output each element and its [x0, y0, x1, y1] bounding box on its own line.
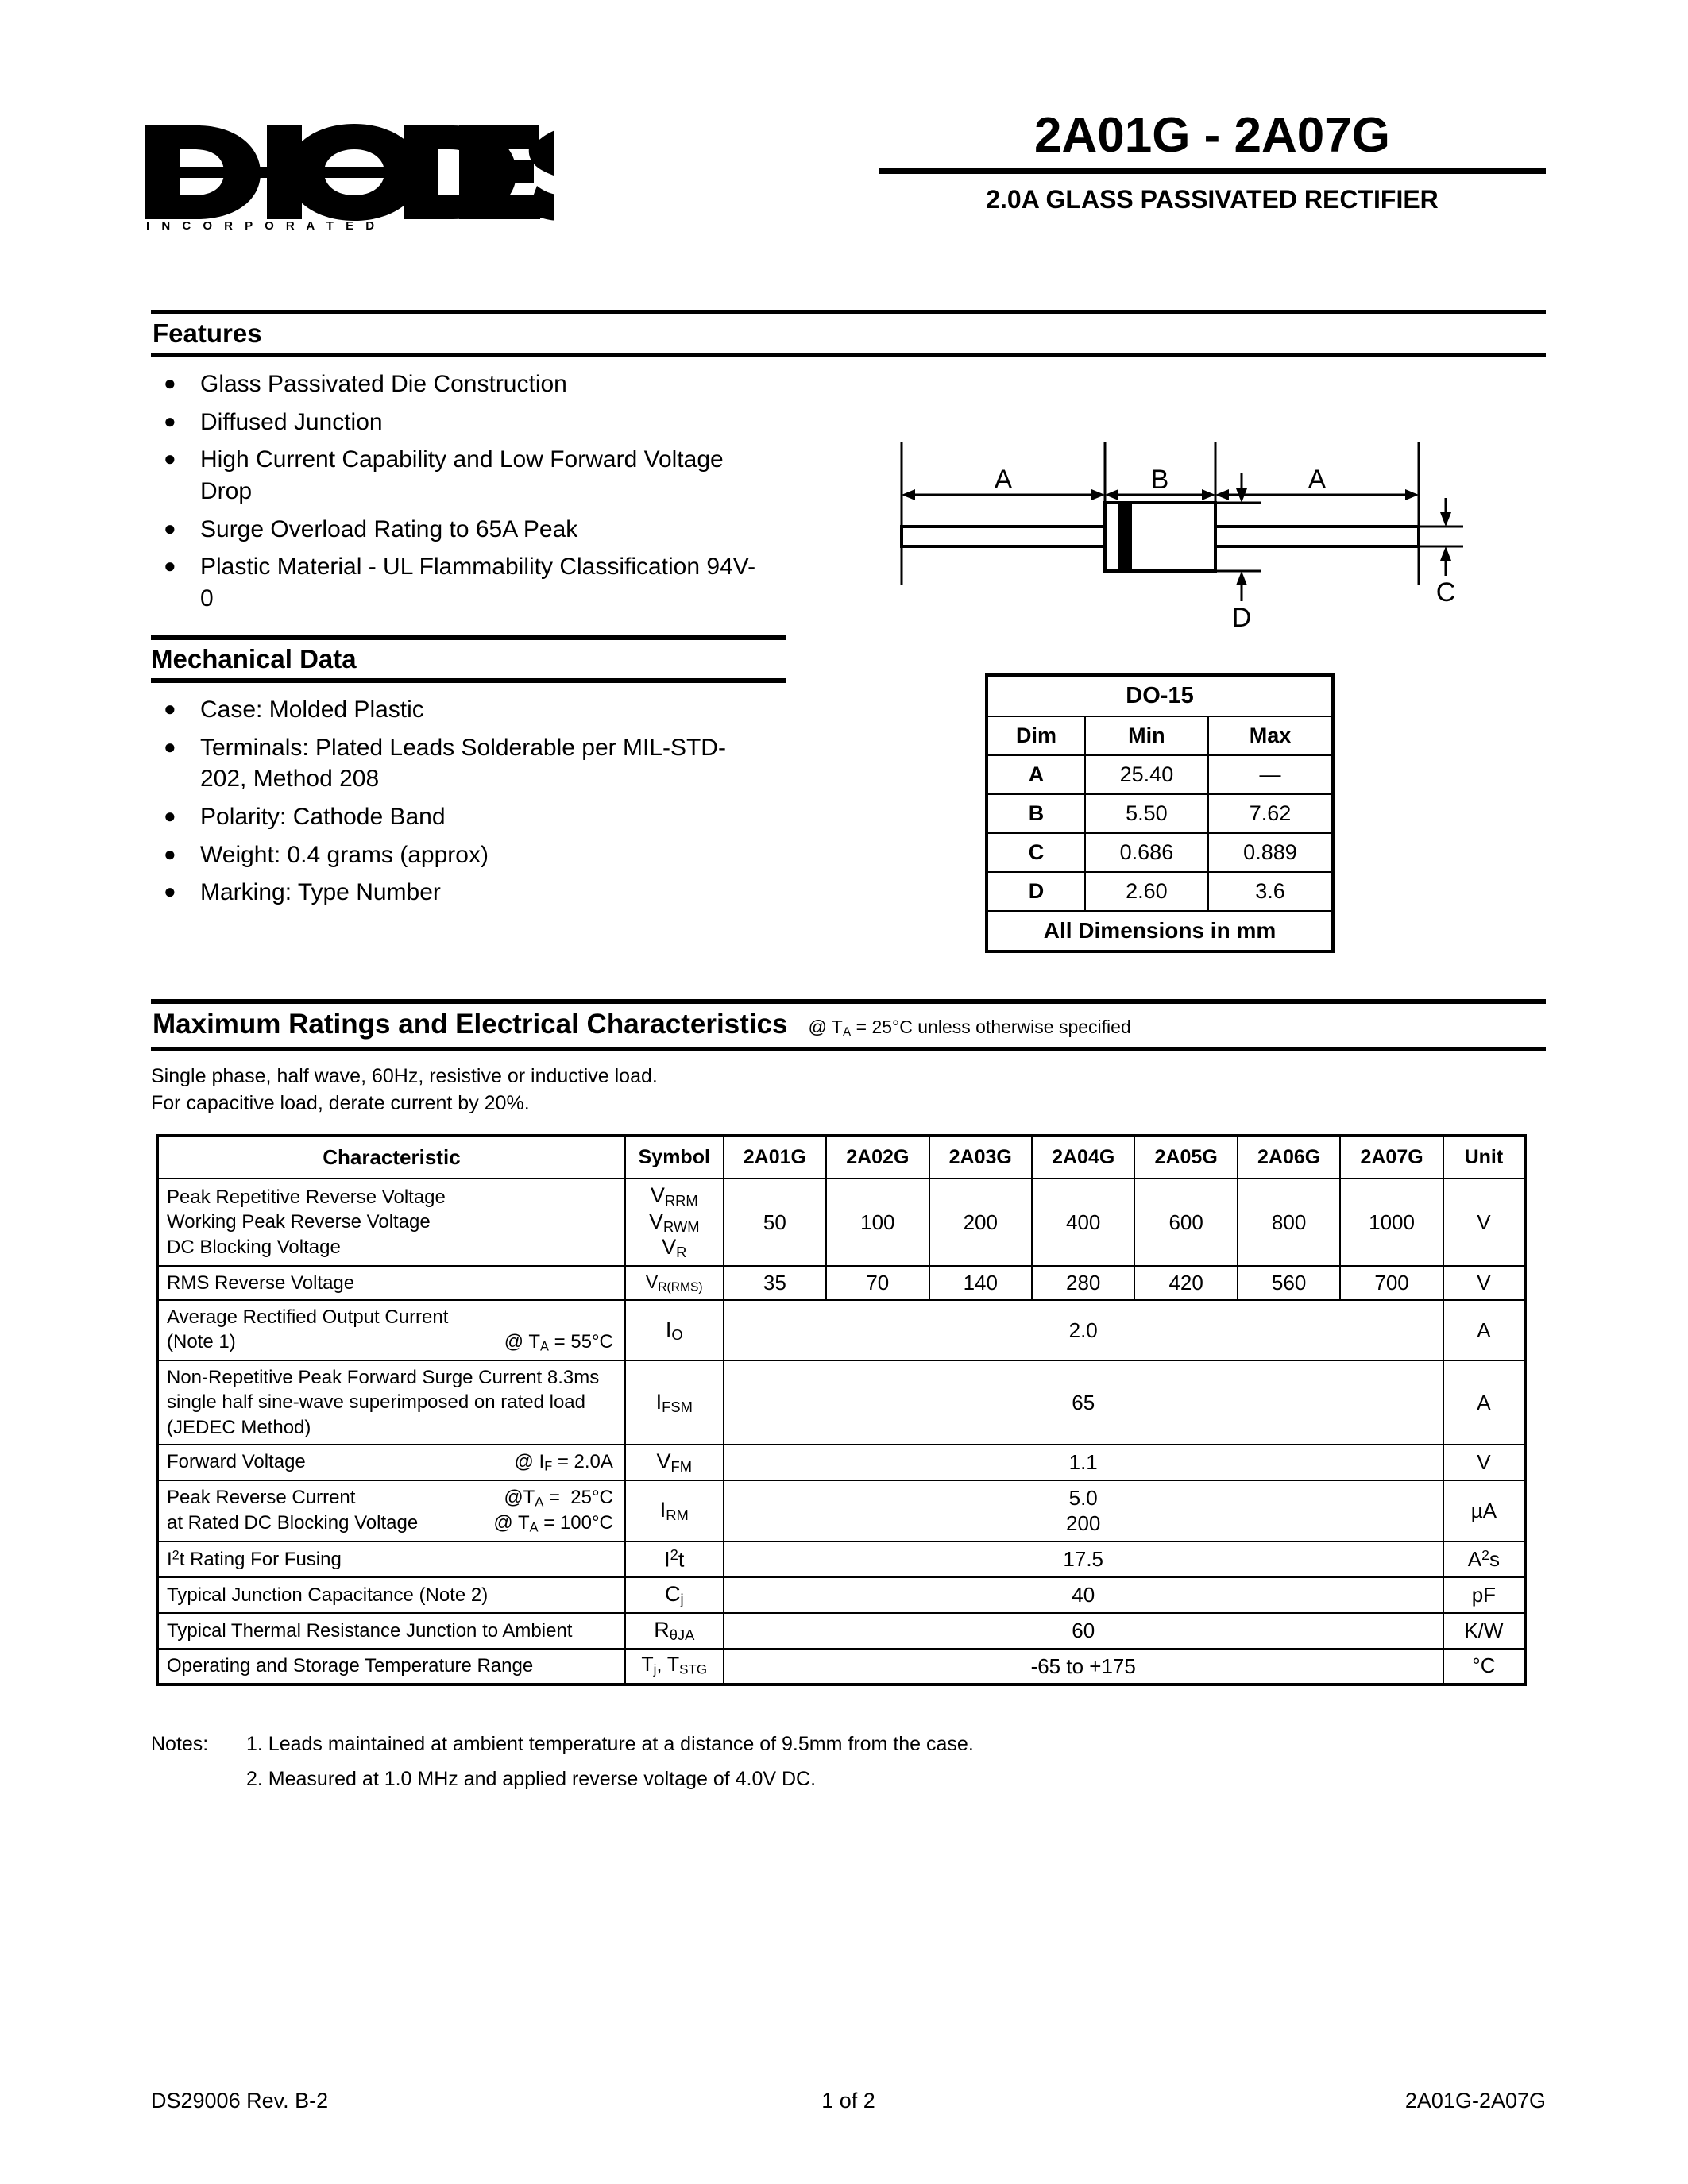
max-ratings-section: [151, 999, 1546, 1117]
mechanical-list: [151, 694, 786, 909]
mechanical-heading: Mechanical Data: [151, 644, 357, 673]
mechanical-text: Weight: 0.4 grams (approx): [200, 841, 489, 868]
col-header-2a05g: 2A05G: [1134, 1136, 1237, 1179]
spanned-value-cell: 1.1: [724, 1445, 1443, 1480]
load-note-line2: For capacitive load, derate current by 20%.: [151, 1092, 530, 1114]
notes-label: Notes:: [151, 1733, 209, 1755]
spanned-value-cell: 65: [724, 1360, 1443, 1445]
table-row: [157, 1613, 1525, 1649]
table-row: [987, 833, 1333, 872]
page-number: 1 of 2: [821, 2089, 875, 2113]
char-condition: @ $T_A = 100^\circ C$: [493, 1512, 613, 1535]
unit-cell: K/W: [1443, 1613, 1525, 1649]
table-header-row: [157, 1136, 1525, 1179]
feature-text: Glass Passivated Die Construction: [200, 371, 567, 398]
characteristic-cell: Typical Junction Capacitance (Note 2): [157, 1577, 625, 1613]
char-line: (JEDEC Method): [167, 1416, 311, 1438]
dim-cell: C: [987, 833, 1085, 872]
page-title: 2A01G - 2A07G: [1034, 108, 1390, 163]
electrical-characteristics-table: [156, 1134, 1527, 1686]
ratings-heading-band: [151, 999, 1546, 1051]
list-item: [151, 407, 756, 438]
value-cell: 140: [929, 1266, 1032, 1300]
do15-package-diagram-icon: [866, 401, 1509, 639]
value-cell: 700: [1340, 1266, 1443, 1300]
symbol-cell: $I_{FSM}$: [625, 1360, 724, 1445]
dim-cell: D: [987, 872, 1085, 911]
unit-cell: V: [1443, 1266, 1525, 1300]
characteristic-cell: RMS Reverse Voltage: [157, 1266, 625, 1300]
value-cell: 280: [1032, 1266, 1134, 1300]
table-row: [157, 1542, 1525, 1577]
logo-incorporated-text: I N C O R P O R A T E D: [146, 219, 379, 230]
char-line: (Note 1): [167, 1331, 236, 1353]
title-divider: [879, 168, 1546, 174]
min-cell: 5.50: [1085, 794, 1208, 833]
col-header-unit: Unit: [1443, 1136, 1525, 1179]
value-cell: 400: [1032, 1179, 1134, 1266]
col-header-2a07g: 2A07G: [1340, 1136, 1443, 1179]
char-line: Forward Voltage: [167, 1450, 306, 1472]
features-heading: Features: [153, 318, 262, 348]
max-cell: 7.62: [1208, 794, 1333, 833]
footer-part-number: 2A01G-2A07G: [1404, 2089, 1546, 2113]
spanned-value-cell: -65 to +175: [724, 1649, 1443, 1685]
unit-cell: µA: [1443, 1480, 1525, 1542]
dim-cell: A: [987, 755, 1085, 794]
max-cell: —: [1208, 755, 1333, 794]
spanned-value-cell: 2.0: [724, 1300, 1443, 1360]
symbol-cell: $V_{R(RMS)}$: [625, 1266, 724, 1300]
page-header: [141, 108, 1546, 262]
value-cell: 50: [724, 1179, 826, 1266]
list-item: [151, 444, 756, 507]
min-cell: 25.40: [1085, 755, 1208, 794]
symbol-cell: $C_j$: [625, 1577, 724, 1613]
col-header-characteristic: Characteristic: [157, 1136, 625, 1179]
char-line: Non-Repetitive Peak Forward Surge Current 8.3ms: [167, 1367, 600, 1389]
value-line: 5.0: [1068, 1485, 1098, 1510]
bullet-icon: ●: [164, 696, 176, 721]
spanned-value-cell: 40: [724, 1577, 1443, 1613]
col-header-2a04g: 2A04G: [1032, 1136, 1134, 1179]
unit-cell: A: [1443, 1300, 1525, 1360]
char-condition: $@T_A = 25^\circ C$: [504, 1486, 613, 1510]
mechanical-text: Polarity: Cathode Band: [200, 804, 446, 831]
symbol-cell: $T_j$, $T_{STG}$: [625, 1649, 724, 1685]
value-line: 200: [1066, 1511, 1101, 1536]
bullet-icon: ●: [164, 515, 176, 540]
table-row: [987, 911, 1333, 951]
unit-cell: $A^2s$: [1443, 1542, 1525, 1577]
characteristic-cell: [157, 1179, 625, 1266]
mechanical-data-section: [151, 635, 786, 915]
table-row: [987, 872, 1333, 911]
table-row: [157, 1300, 1525, 1360]
col-header-2a02g: 2A02G: [826, 1136, 929, 1179]
bullet-icon: ●: [164, 879, 176, 904]
symbol-cell: $R_{\theta JA}$: [625, 1613, 724, 1649]
char-condition: @ $I_F = 2.0A$: [514, 1450, 613, 1474]
document-id: DS29006 Rev. B-2: [151, 2089, 329, 2113]
spanned-value-cell: 17.5: [724, 1542, 1443, 1577]
dim-label-d: D: [1231, 603, 1252, 633]
value-cell: 420: [1134, 1266, 1237, 1300]
bullet-icon: ●: [164, 734, 176, 758]
max-cell: 3.6: [1208, 872, 1333, 911]
symbol-cell: $I^2t$: [625, 1542, 724, 1577]
characteristic-cell: [157, 1300, 625, 1360]
unit-cell: V: [1443, 1445, 1525, 1480]
col-header-symbol: Symbol: [625, 1136, 724, 1179]
characteristic-cell: [157, 1445, 625, 1480]
note-item: 2. Measured at 1.0 MHz and applied reverse voltage of 4.0V DC.: [246, 1767, 817, 1790]
table-header-row: [987, 716, 1333, 755]
table-row: [987, 794, 1333, 833]
char-line: at Rated DC Blocking Voltage: [167, 1512, 419, 1534]
list-item: [151, 839, 772, 871]
unit-cell: A: [1443, 1360, 1525, 1445]
note-item: 1. Leads maintained at ambient temperature at a distance of 9.5mm from the case.: [246, 1733, 974, 1755]
feature-text: Surge Overload Rating to 65A Peak: [200, 515, 578, 542]
bullet-icon: ●: [164, 371, 176, 396]
load-conditions-note: [151, 1063, 1546, 1117]
ratings-condition: @ $T_A = 25^\circ C$ unless otherwise specified: [808, 1017, 1131, 1040]
char-line: single half sine-wave superimposed on rated load: [167, 1391, 585, 1414]
package-outline-drawing: [866, 401, 1509, 639]
max-cell: 0.889: [1208, 833, 1333, 872]
feature-text: Plastic Material - UL Flammability Classification 94V-0: [200, 554, 756, 612]
value-cell: 200: [929, 1179, 1032, 1266]
bullet-icon: ●: [164, 554, 176, 578]
min-cell: 0.686: [1085, 833, 1208, 872]
features-heading-band: [151, 310, 1546, 357]
bullet-icon: ●: [164, 446, 176, 471]
min-col-header: Min: [1085, 716, 1208, 755]
list-item: [151, 514, 756, 546]
footnotes: [151, 1730, 1501, 1799]
load-note-line1: Single phase, half wave, 60Hz, resistive or inductive load.: [151, 1065, 658, 1087]
characteristic-cell: [157, 1360, 625, 1445]
list-item: [151, 369, 756, 400]
value-cell: 35: [724, 1266, 826, 1300]
table-row: [157, 1179, 1525, 1266]
list-item: [151, 551, 756, 614]
feature-text: Diffused Junction: [200, 408, 383, 435]
value-cell: 1000: [1340, 1179, 1443, 1266]
col-header-2a03g: 2A03G: [929, 1136, 1032, 1179]
list-item: [151, 877, 772, 909]
char-line: Peak Repetitive Reverse Voltage: [167, 1187, 446, 1209]
logo-trademark: TM: [526, 206, 541, 218]
symbol-cell: $I_{RM}$: [625, 1480, 724, 1542]
characteristic-cell: [157, 1480, 625, 1542]
dim-label-a-left: A: [994, 465, 1013, 495]
bullet-icon: ●: [164, 841, 176, 866]
page-footer: [151, 2089, 1546, 2113]
title-block: [879, 108, 1546, 214]
characteristic-cell: Typical Thermal Resistance Junction to Ambient: [157, 1613, 625, 1649]
table-row: [987, 755, 1333, 794]
feature-text: High Current Capability and Low Forward Voltage Drop: [200, 446, 724, 505]
ratings-heading: Maximum Ratings and Electrical Characteristics: [153, 1009, 788, 1040]
table-row: [157, 1577, 1525, 1613]
bullet-icon: ●: [164, 408, 176, 433]
list-item: [151, 694, 772, 726]
char-condition: @ $T_A = 55^\circ C$: [504, 1331, 613, 1355]
symbol-cell: $I_O$: [625, 1300, 724, 1360]
table-row: [157, 1649, 1525, 1685]
unit-cell: V: [1443, 1179, 1525, 1266]
unit-cell: °C: [1443, 1649, 1525, 1685]
dim-label-a-right: A: [1308, 465, 1327, 495]
table-row: [157, 1360, 1525, 1445]
package-name-cell: DO-15: [987, 675, 1333, 716]
table-row: [157, 1445, 1525, 1480]
spanned-value-cell: 60: [724, 1613, 1443, 1649]
diodes-logo: [141, 119, 554, 230]
value-cell: 800: [1238, 1179, 1340, 1266]
value-cell: 70: [826, 1266, 929, 1300]
symbol-cell: $V_{RRM}$ $V_{RWM}$ $V_R$: [625, 1179, 724, 1266]
symbol-cell: $V_{FM}$: [625, 1445, 724, 1480]
table-row: [987, 675, 1333, 716]
dimension-units-note: All Dimensions in mm: [987, 911, 1333, 951]
col-header-2a06g: 2A06G: [1238, 1136, 1340, 1179]
min-cell: 2.60: [1085, 872, 1208, 911]
list-item: [151, 732, 772, 795]
mechanical-text: Marking: Type Number: [200, 879, 441, 906]
mechanical-heading-band: [151, 635, 786, 683]
char-line: Average Rectified Output Current: [167, 1306, 449, 1329]
spanned-value-cell: [724, 1480, 1443, 1542]
list-item: [151, 801, 772, 833]
characteristic-cell: $I^2t$ Rating For Fusing: [157, 1542, 625, 1577]
col-header-2a01g: 2A01G: [724, 1136, 826, 1179]
char-line: DC Blocking Voltage: [167, 1236, 341, 1258]
bullet-icon: ●: [164, 804, 176, 828]
dim-col-header: Dim: [987, 716, 1085, 755]
dim-label-b: B: [1150, 465, 1169, 495]
unit-cell: pF: [1443, 1577, 1525, 1613]
package-dimension-table: [985, 673, 1335, 953]
char-line: Working Peak Reverse Voltage: [167, 1211, 431, 1233]
characteristic-cell: Operating and Storage Temperature Range: [157, 1649, 625, 1685]
max-col-header: Max: [1208, 716, 1333, 755]
dim-label-c: C: [1435, 577, 1456, 608]
page-subtitle: 2.0A GLASS PASSIVATED RECTIFIER: [986, 185, 1439, 214]
value-cell: 100: [826, 1179, 929, 1266]
table-row: [157, 1480, 1525, 1542]
mechanical-text: Case: Molded Plastic: [200, 696, 424, 723]
char-line: Peak Reverse Current: [167, 1486, 356, 1508]
mechanical-text: Terminals: Plated Leads Solderable per MIL-STD-202, Method 208: [200, 734, 726, 793]
dim-cell: B: [987, 794, 1085, 833]
diodes-logo-icon: [141, 119, 554, 230]
value-cell: 600: [1134, 1179, 1237, 1266]
table-row: [157, 1266, 1525, 1300]
value-cell: 560: [1238, 1266, 1340, 1300]
